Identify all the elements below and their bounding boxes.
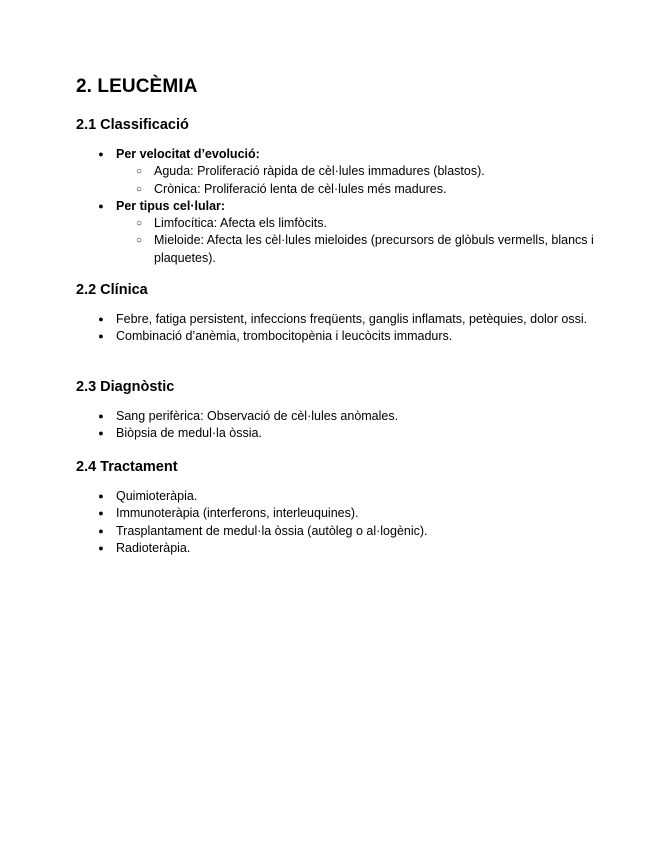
list-item-text: Febre, fatiga persistent, infeccions freqüents, ganglis inflamats, petèquies, dolor ossi. — [116, 312, 588, 326]
classificacio-list — [76, 146, 596, 267]
list-item-text: Trasplantament de medul·la òssia (autòleg o al·logènic). — [116, 523, 428, 538]
list-item-label: Per velocitat d’evolució: — [116, 147, 260, 161]
document-title: 2. LEUCÈMIA — [76, 76, 198, 97]
sublist-item-text: Mieloide: Afecta les cèl·lules mieloides (precursors de glòbuls vermells, blancs i plaquetes). — [154, 233, 594, 265]
clinica-list — [76, 311, 596, 346]
sublist-item-text: Aguda: Proliferació ràpida de cèl·lules immadures (blastos). — [154, 164, 485, 179]
sublist-item — [116, 232, 596, 267]
bullet-icon: ● — [98, 508, 104, 519]
list-item — [76, 523, 596, 540]
bullet-icon: ● — [98, 331, 104, 342]
bullet-icon: ● — [98, 200, 104, 211]
list-item-text: Sang perifèrica: Observació de cèl·lules anòmales. — [116, 409, 399, 423]
section-heading-clinica: 2.2 Clínica — [76, 282, 148, 298]
bullet-icon: ● — [98, 525, 104, 536]
sub-bullet-icon: ○ — [135, 183, 143, 195]
bullet-icon: ● — [98, 428, 104, 439]
list-item-text: Radioteràpia. — [116, 540, 191, 555]
list-item-label: Per tipus cel·lular: — [116, 198, 226, 213]
sublist-item-text: Crònica: Proliferació lenta de cèl·lules més madures. — [154, 181, 447, 196]
sub-bullet-icon: ○ — [135, 235, 143, 247]
section-heading-diagnostic: 2.3 Diagnòstic — [76, 379, 175, 395]
diagnostic-list — [76, 408, 596, 443]
tractament-list — [76, 488, 596, 557]
bullet-icon: ● — [98, 149, 104, 159]
list-item — [76, 311, 596, 328]
list-item — [76, 198, 596, 267]
sublist-item-text: Limfocítica: Afecta els limfòcits. — [154, 216, 327, 231]
list-item — [76, 328, 596, 345]
list-item — [76, 146, 596, 198]
list-item-text: Immunoteràpia (interferons, interleuquines). — [116, 506, 359, 521]
section-heading-classificacio: 2.1 Classificació — [76, 117, 189, 133]
bullet-icon: ● — [98, 542, 104, 553]
sublist-item — [116, 163, 596, 180]
section-heading-tractament: 2.4 Tractament — [76, 459, 178, 475]
list-item-text: Biòpsia de medul·la òssia. — [116, 426, 262, 441]
list-item — [76, 408, 596, 425]
bullet-icon: ● — [98, 491, 104, 501]
list-item-text: Combinació d’anèmia, trombocitopènia i leucòcits immadurs. — [116, 329, 453, 344]
bullet-icon: ● — [98, 411, 104, 421]
list-item — [76, 425, 596, 442]
bullet-icon: ● — [98, 314, 104, 324]
list-item — [76, 505, 596, 522]
sub-bullet-icon: ○ — [135, 166, 143, 178]
list-item — [76, 488, 596, 505]
sub-bullet-icon: ○ — [135, 218, 143, 230]
list-item-text: Quimioteràpia. — [116, 489, 198, 503]
list-item — [76, 540, 596, 557]
sublist-item — [116, 181, 596, 198]
sublist — [116, 215, 596, 267]
sublist-item — [116, 215, 596, 232]
sublist — [116, 163, 596, 198]
